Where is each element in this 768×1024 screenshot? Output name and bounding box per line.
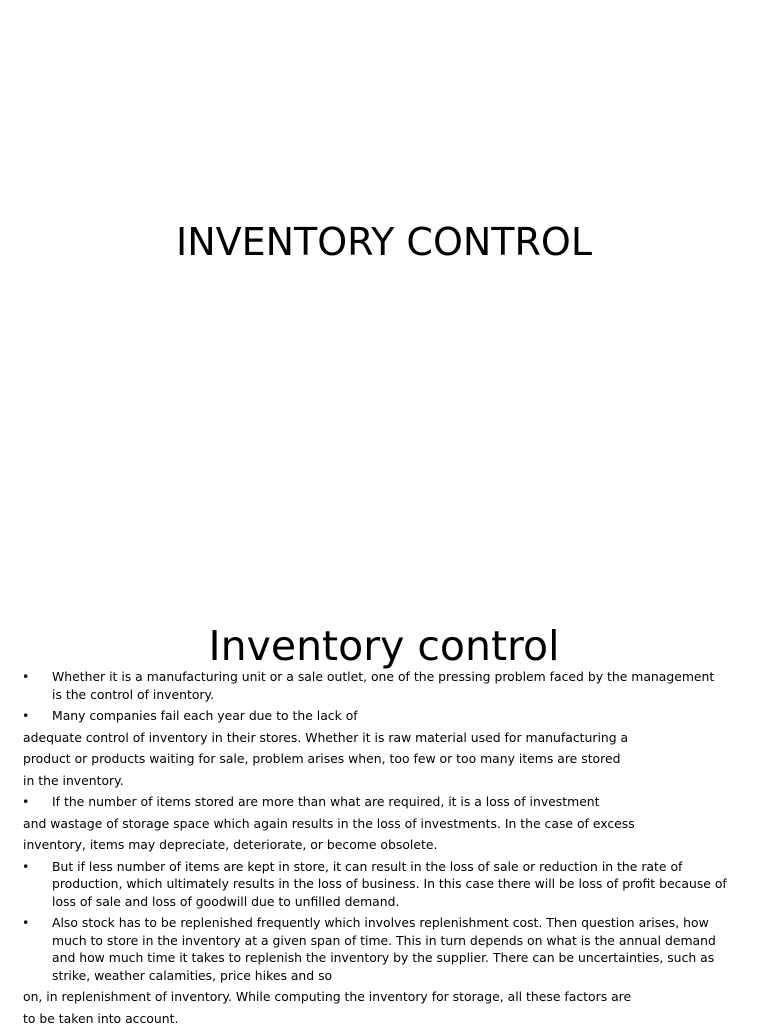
bullet-glyph: • [22,708,30,723]
slide-body [0,668,768,1024]
bullet-glyph: • [22,794,30,809]
bullet-glyph: • [22,915,30,930]
bullet-item [0,858,768,911]
paragraph-line: adequate control of inventory in their stores. Whether it is raw material used for manufacturing a [23,729,629,745]
bullet-glyph: • [22,858,30,874]
paragraph-line: product or products waiting for sale, problem arises when, too few or too many items are stored [23,751,621,766]
bullet-text: But if less number of items are kept in store, it can result in the loss of sale or reduction in the rate of production, which ultimately results in the loss of business. In this case there will be loss of profit because of loss of sale and loss of goodwill due to unfilled demand. [52,858,727,909]
bullet-text: If the number of items stored are more than what are required, it is a loss of investment [52,794,600,809]
paragraph-line: inventory, items may depreciate, deteriorate, or become obsolete. [23,837,438,852]
paragraph-line: to be taken into account. [23,1010,179,1024]
content-slide-title: Inventory control [208,622,560,670]
bullet-glyph: • [22,669,30,684]
bullet-text: Whether it is a manufacturing unit or a sale outlet, one of the pressing problem faced by the management is the control of inventory. [52,669,715,702]
bullet-text: Also stock has to be replenished frequently which involves replenishment cost. Then question arises, how much to store in the inventory at a given span of time. This in turn depends on what is the annual demand and how much time it takes to replenish the inventory by the supplier. There can be uncertainties, such as strike, weather calamities, price hikes and so [52,915,716,983]
content-slide [0,576,768,1024]
bullet-item [0,668,768,703]
slide-title: INVENTORY CONTROL [175,220,592,264]
paragraph-line: on, in replenishment of inventory. While computing the inventory for storage, all these factors are [23,989,632,1004]
paragraph-line: in the inventory. [23,772,124,788]
paragraph-line: and wastage of storage space which again results in the loss of investments. In the case of excess [23,815,635,831]
bullet-text: Many companies fail each year due to the lack of [52,708,358,723]
bullet-item [0,793,768,811]
bullet-item [0,707,768,725]
bullet-item [0,914,768,984]
